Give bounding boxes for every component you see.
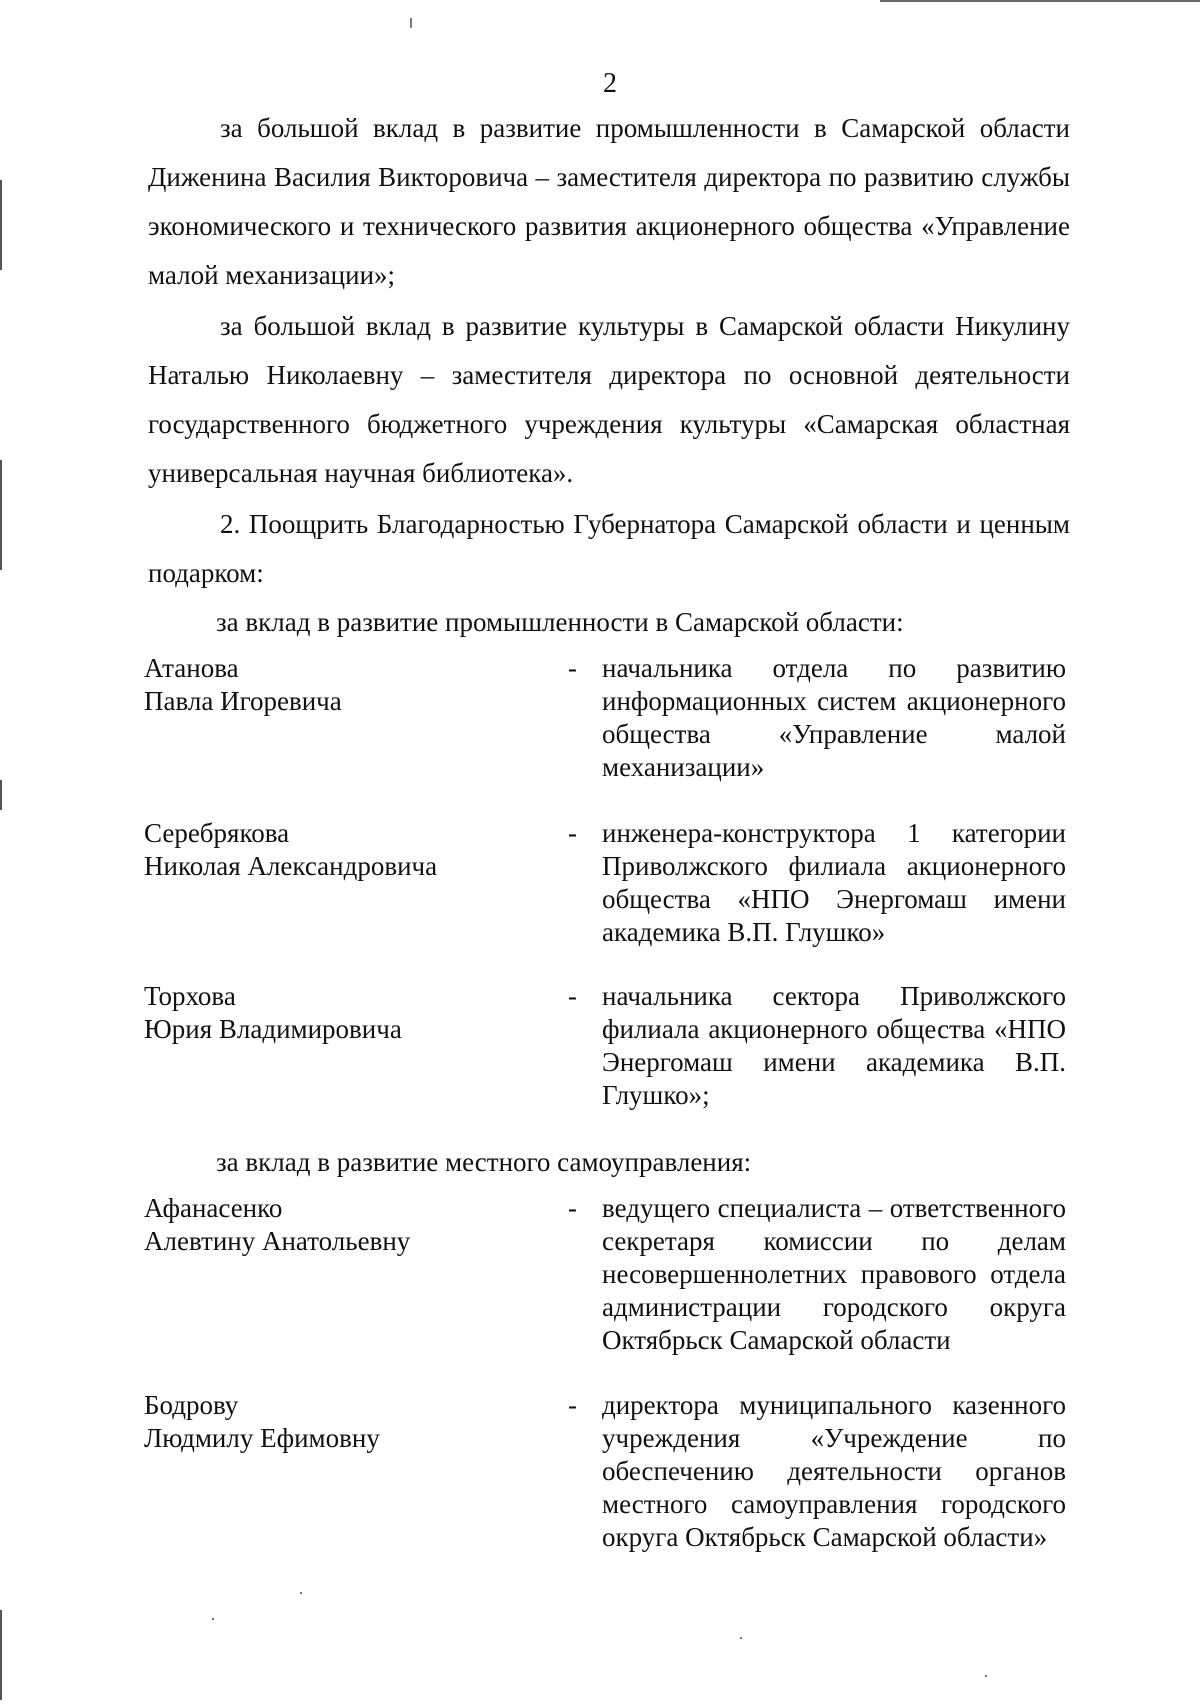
separator-dash: - (568, 1390, 577, 1420)
separator-dash: - (568, 981, 577, 1011)
scan-edge-left (0, 780, 2, 810)
paragraph-industry-award: за большой вклад в развитие промышленности в Самарской области Диженина Василия Викторовича – заместителя директора по развитию службы экономического и технического развития акционерного общества «Управление малой механизации»; (148, 113, 1070, 290)
position-description: директора муниципального казенного учреждения «Учреждение по обеспечению деятельности органов местного самоуправления городского округа Октябрьск Самарской области» (602, 1390, 1066, 1552)
given-names: Людмилу Ефимовну (144, 1423, 380, 1453)
scan-speck (212, 1618, 214, 1620)
surname: Афанасенко (144, 1193, 283, 1223)
surname: Серебрякова (144, 818, 290, 848)
section-heading-industry: за вклад в развитие промышленности в Самарской области: (216, 607, 904, 637)
given-names: Юрия Владимировича (144, 1014, 402, 1044)
separator-dash: - (568, 653, 577, 683)
paragraph-culture-award: за большой вклад в развитие культуры в Самарской области Никулину Наталью Николаевну – заместителя директора по основной деятельности государственного бюджетного учреждения культуры «Самарская областная универсальная научная библиотека». (148, 311, 1070, 488)
page-number: 2 (603, 68, 617, 99)
list-item (140, 1192, 1070, 1372)
person-name (144, 817, 544, 883)
surname: Торхова (144, 981, 236, 1011)
separator-dash: - (568, 818, 577, 848)
scan-speck (985, 1675, 987, 1677)
scan-speck (300, 1592, 302, 1594)
given-names: Павла Игоревича (144, 686, 342, 716)
surname: Атанова (144, 653, 239, 683)
scan-speck (740, 1637, 742, 1639)
section-heading-local-government: за вклад в развитие местного самоуправления: (216, 1147, 752, 1177)
person-name (144, 980, 544, 1046)
paragraph-gratitude: 2. Поощрить Благодарностью Губернатора Самарской области и ценным подарком: (148, 509, 1070, 588)
scan-edge-left (0, 1610, 2, 1700)
separator-dash: - (568, 1193, 577, 1223)
scan-edge-left (0, 180, 2, 270)
position-description: начальника отдела по развитию информационных систем акционерного общества «Управление малой механизации» (602, 653, 1066, 782)
list-item (140, 980, 1070, 1130)
scan-edge-left (0, 460, 2, 570)
person-name (144, 1192, 544, 1258)
position-description: инженера-конструктора 1 категории Приволжского филиала акционерного общества «НПО Энергомаш имени академика В.П. Глушко» (602, 818, 1066, 947)
position-description: ведущего специалиста – ответственного секретаря комиссии по делам несовершеннолетних правового отдела администрации городского округа Октябрьск Самарской области (602, 1193, 1066, 1355)
list-item (140, 817, 1070, 967)
person-name (144, 1389, 544, 1455)
list-item (140, 652, 1070, 802)
surname: Бодрову (144, 1390, 239, 1420)
given-names: Алевтину Анатольевну (144, 1226, 411, 1256)
scan-edge-top (880, 0, 1200, 2)
person-name (144, 652, 544, 718)
position-description: начальника сектора Приволжского филиала акционерного общества «НПО Энергомаш имени академика В.П. Глушко»; (602, 981, 1066, 1110)
given-names: Николая Александровича (144, 851, 438, 881)
list-item (140, 1389, 1070, 1569)
scan-speck (410, 18, 412, 28)
